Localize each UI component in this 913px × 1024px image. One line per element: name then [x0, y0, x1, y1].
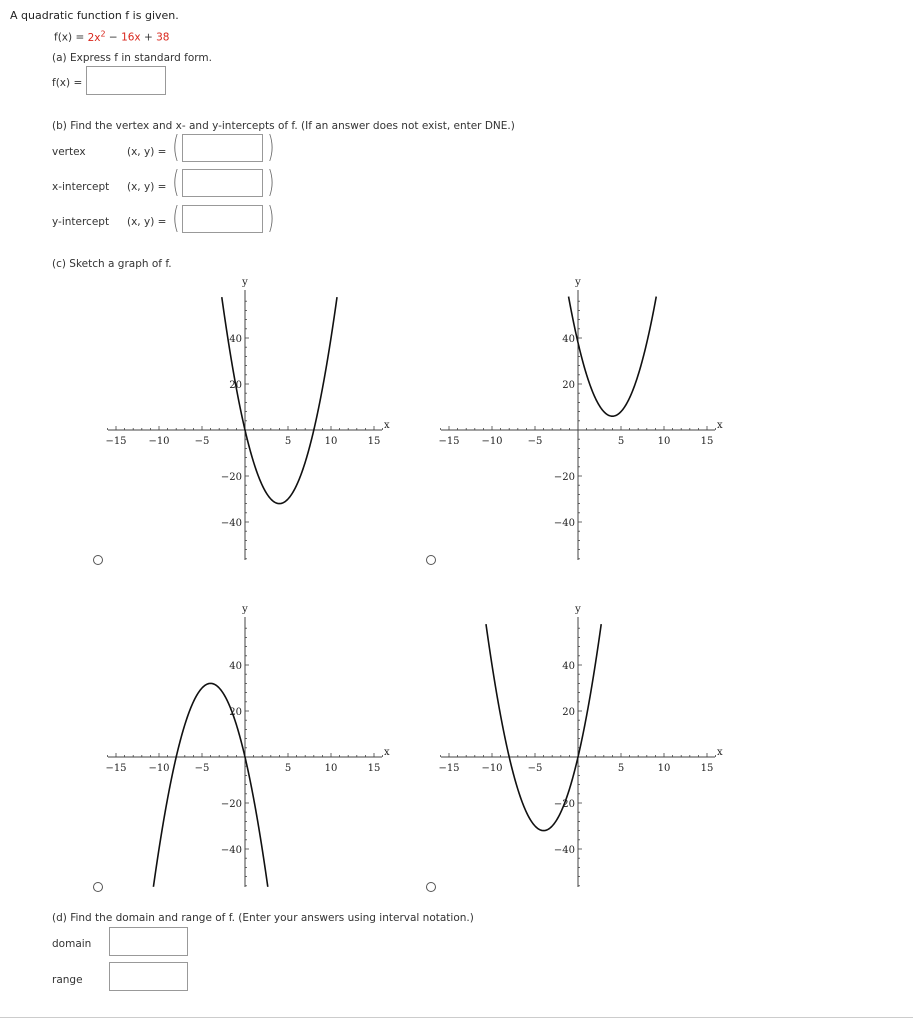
y-tick-label: −40 — [553, 518, 575, 529]
left-paren: ( — [172, 201, 180, 236]
term-3: 38 — [156, 31, 170, 44]
part-d-question: (d) Find the domain and range of f. (Enter your answers using interval notation.) — [52, 912, 474, 924]
y-tick-label: −40 — [220, 845, 242, 856]
y-axis-label: y — [575, 604, 581, 615]
x-tick-label: −5 — [527, 436, 543, 447]
y-tick-label: −20 — [220, 799, 242, 810]
term-2: 16x — [121, 31, 141, 44]
x-tick-label: −15 — [105, 436, 127, 447]
y-tick-label: −20 — [553, 472, 575, 483]
y-intercept-coord-label: (x, y) = — [127, 216, 167, 228]
right-paren: ) — [267, 201, 275, 236]
graph-option-4 — [433, 597, 733, 897]
x-tick-label: −5 — [194, 436, 210, 447]
x-axis-label: x — [384, 420, 390, 431]
graph-option-3 — [100, 597, 400, 897]
x-tick-label: 10 — [657, 436, 671, 447]
x-tick-label: −15 — [105, 763, 127, 774]
y-tick-label: 20 — [562, 707, 575, 718]
x-tick-label: 15 — [367, 763, 381, 774]
x-intercept-input[interactable] — [182, 169, 263, 197]
x-tick-label: 5 — [617, 436, 625, 447]
x-intercept-label: x-intercept — [52, 181, 110, 193]
x-axis-label: x — [717, 420, 723, 431]
x-intercept-coord-label: (x, y) = — [127, 181, 167, 193]
part-c-question: (c) Sketch a graph of f. — [52, 258, 172, 270]
standard-form-input[interactable] — [86, 66, 166, 95]
x-tick-label: 15 — [367, 436, 381, 447]
y-tick-label: 40 — [229, 661, 242, 672]
function-definition — [54, 29, 170, 44]
x-tick-label: −5 — [527, 763, 543, 774]
x-tick-label: −15 — [438, 436, 460, 447]
part-a-label: f(x) = — [52, 77, 83, 89]
graph-option-4-radio[interactable] — [426, 882, 436, 892]
minus-sign: − — [105, 31, 122, 44]
right-paren: ) — [267, 165, 275, 200]
term-1: $2x^2$ — [87, 29, 106, 44]
y-tick-label: 20 — [562, 380, 575, 391]
y-tick-label: 20 — [229, 707, 242, 718]
x-tick-label: 15 — [700, 763, 714, 774]
function-lhs: f(x) = — [54, 31, 88, 44]
x-axis-label: x — [717, 747, 723, 758]
range-input[interactable] — [109, 962, 188, 991]
y-tick-label: 20 — [229, 380, 242, 391]
y-axis-label: y — [242, 604, 248, 615]
x-tick-label: −10 — [481, 763, 503, 774]
x-tick-label: −10 — [148, 436, 170, 447]
y-tick-label: −20 — [220, 472, 242, 483]
right-paren: ) — [267, 130, 275, 165]
graph-option-2-radio[interactable] — [426, 555, 436, 565]
range-label: range — [52, 974, 83, 986]
x-tick-label: 10 — [324, 763, 338, 774]
x-tick-label: 10 — [657, 763, 671, 774]
left-paren: ( — [172, 130, 180, 165]
y-tick-label: 40 — [562, 661, 575, 672]
x-tick-label: 5 — [617, 763, 625, 774]
x-tick-label: −5 — [194, 763, 210, 774]
part-b-question: (b) Find the vertex and x- and y-intercepts of f. (If an answer does not exist, enter DNE.) — [52, 120, 515, 132]
plus-sign: + — [140, 31, 157, 44]
graph-option-2 — [433, 270, 733, 570]
y-intercept-label: y-intercept — [52, 216, 110, 228]
domain-input[interactable] — [109, 927, 188, 956]
bottom-divider — [0, 1017, 913, 1018]
y-intercept-input[interactable] — [182, 205, 263, 233]
x-tick-label: 5 — [284, 436, 292, 447]
x-tick-label: 15 — [700, 436, 714, 447]
vertex-coord-label: (x, y) = — [127, 146, 167, 158]
y-tick-label: −40 — [220, 518, 242, 529]
x-axis-label: x — [384, 747, 390, 758]
x-tick-label: −10 — [148, 763, 170, 774]
problem-intro: A quadratic function f is given. — [10, 9, 179, 22]
y-tick-label: 40 — [562, 334, 575, 345]
vertex-input[interactable] — [182, 134, 263, 162]
graph-option-1 — [100, 270, 400, 570]
graph-option-1-radio[interactable] — [93, 555, 103, 565]
y-axis-label: y — [242, 277, 248, 288]
parabola-curve — [486, 624, 601, 830]
vertex-label: vertex — [52, 146, 86, 158]
x-tick-label: 10 — [324, 436, 338, 447]
y-tick-label: −40 — [553, 845, 575, 856]
y-axis-label: y — [575, 277, 581, 288]
x-tick-label: 5 — [284, 763, 292, 774]
graph-option-3-radio[interactable] — [93, 882, 103, 892]
parabola-curve — [153, 683, 267, 886]
y-tick-label: 40 — [229, 334, 242, 345]
parabola-curve — [569, 297, 657, 417]
y-tick-label: −20 — [553, 799, 575, 810]
part-a-question: (a) Express f in standard form. — [52, 52, 212, 64]
x-tick-label: −15 — [438, 763, 460, 774]
domain-label: domain — [52, 938, 92, 950]
x-tick-label: −10 — [481, 436, 503, 447]
left-paren: ( — [172, 165, 180, 200]
